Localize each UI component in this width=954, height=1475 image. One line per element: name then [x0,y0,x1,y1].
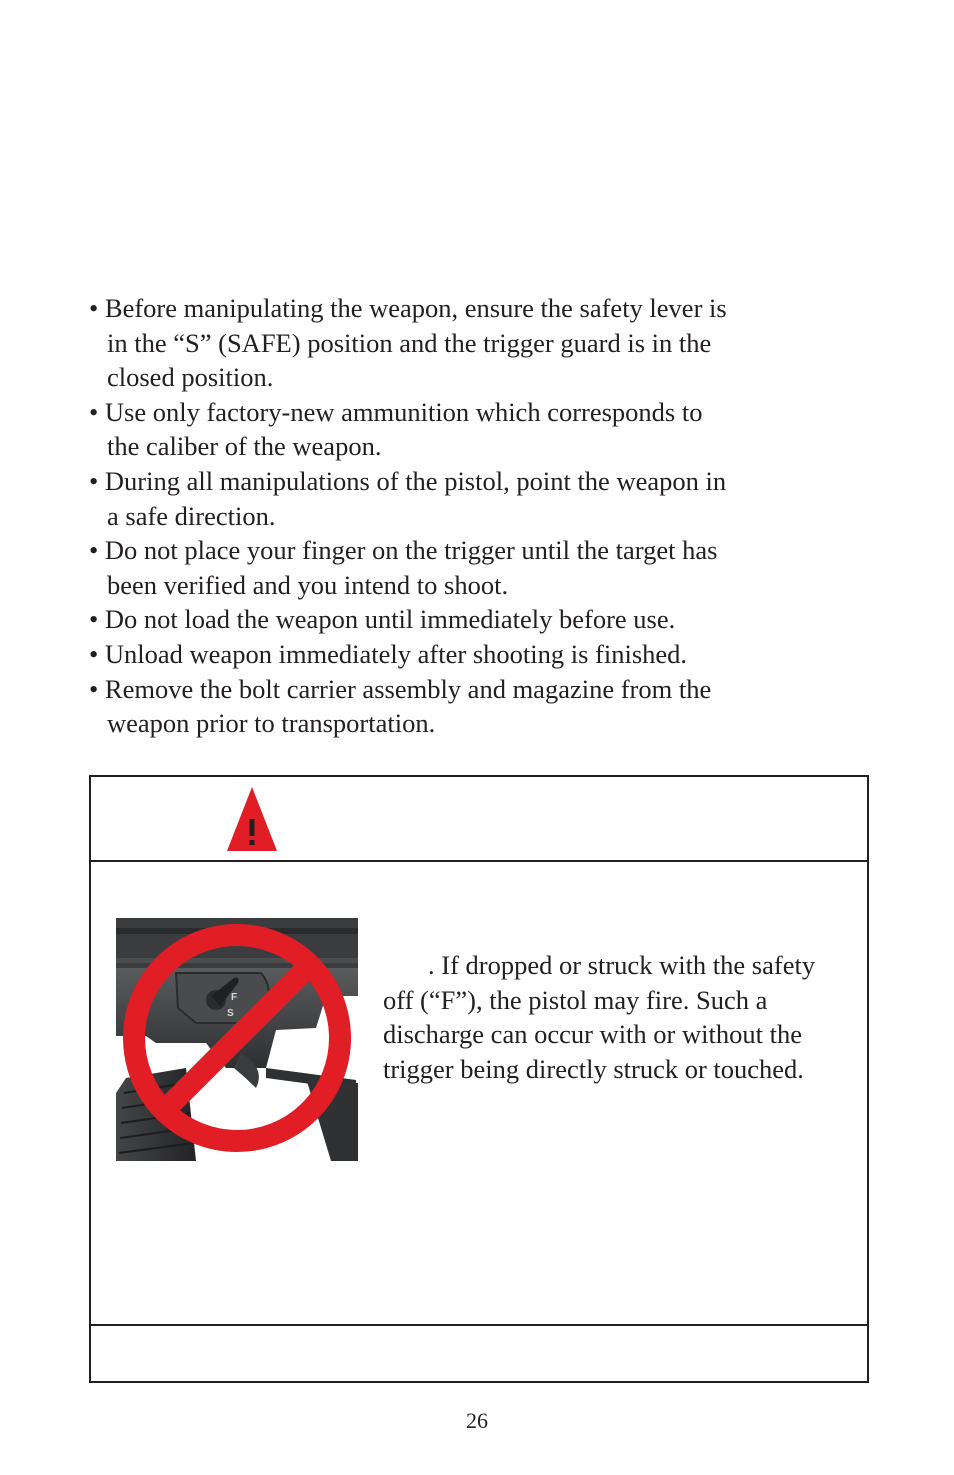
warning-text-line: discharge can occur with or without the [383,1019,802,1050]
bullet-item [89,602,829,637]
bullet-item [89,291,829,395]
bullet-line: • Before manipulating the weapon, ensure the safety lever is [89,293,727,323]
bullet-line: • Use only factory-new ammunition which corresponds to [89,396,703,427]
warning-text-line: off (“F”), the pistol may fire. Such a [383,984,768,1015]
safety-bullet-list [89,291,829,741]
bullet-item [89,395,829,464]
bullet-line: closed position. [107,362,274,393]
bullet-line: • During all manipulations of the pistol, point the weapon in [89,465,727,496]
warning-text-line: trigger being directly struck or touched. [383,1053,804,1084]
bullet-item [89,533,829,602]
safety-off-prohibited-photo [116,918,358,1161]
warning-triangle-icon [225,785,279,853]
bullet-line: been verified and you intend to shoot. [107,569,509,600]
bullet-item [89,464,829,533]
bullet-line: in the “S” (SAFE) position and the trigger guard is in the [107,327,712,358]
warning-box [89,775,869,1383]
selector-label-f: F [231,992,238,1003]
warning-text [383,948,867,1086]
bullet-line: weapon prior to transportation. [107,708,436,739]
selector-label-s: S [227,1008,234,1019]
bullet-line: • Unload weapon immediately after shooting is finished. [89,638,688,669]
warning-header [91,777,867,862]
warning-body [91,862,867,1326]
bullet-item [89,672,829,741]
warning-text-line: . If dropped or struck with the safety [428,950,816,980]
page-number: 26 [466,1408,488,1433]
bullet-item [89,637,829,672]
bullet-line: • Do not load the weapon until immediately before use. [89,604,676,635]
bullet-line: a safe direction. [107,500,276,531]
bullet-line: • Do not place your finger on the trigger until the target has [89,535,718,566]
bullet-line: the caliber of the weapon. [107,431,382,462]
bullet-line: • Remove the bolt carrier assembly and magazine from the [89,673,712,704]
